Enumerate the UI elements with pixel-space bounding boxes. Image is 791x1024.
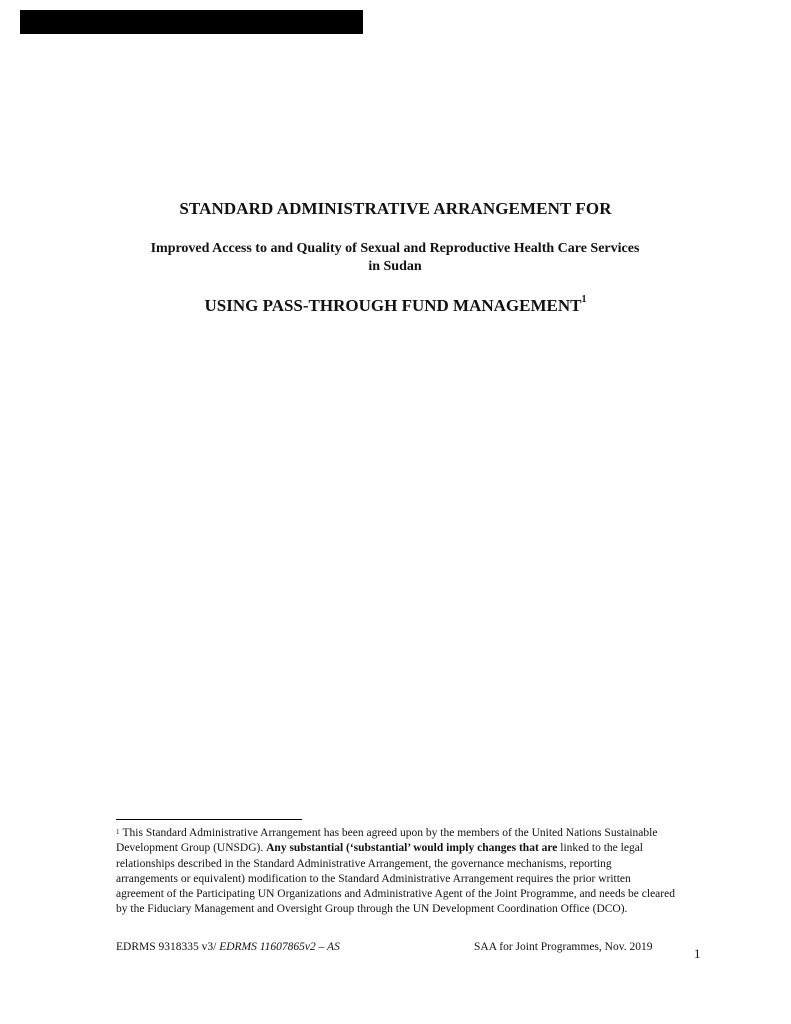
footer-document-id <box>116 941 340 953</box>
footer-id-plain: EDRMS 9318335 v3/ <box>116 941 217 953</box>
page-number: 1 <box>694 946 701 961</box>
title-second-text: USING PASS-THROUGH FUND MANAGEMENT <box>204 296 582 315</box>
footnote-separator <box>116 819 302 820</box>
document-title: STANDARD ADMINISTRATIVE ARRANGEMENT FOR <box>179 199 612 218</box>
footnote-text-1: This Standard Administrative Arrangement has been agreed upon by the members of the United Nations Sustainable Development Group (UNSDG). <box>116 827 658 855</box>
footer-id-italic: EDRMS 11607865v2 – AS <box>219 941 340 953</box>
footnote <box>116 826 676 918</box>
subtitle-line-2: in Sudan <box>368 259 422 274</box>
footnote-reference: 1 <box>581 294 587 305</box>
footnote-marker: 1 <box>116 828 120 836</box>
document-subtitle <box>105 240 685 276</box>
document-title-secondary <box>0 296 791 316</box>
redaction-bar <box>20 10 363 34</box>
footnote-text-bold: Any substantial (‘substantial’ would imply changes that are <box>266 842 558 855</box>
footer-document-label: SAA for Joint Programmes, Nov. 2019 <box>474 941 653 953</box>
footnote-text-2: linked to the legal relationships described in the Standard Administrative Arrangement, the governance mechanisms, reporting arrangements or equivalent) modification to the Standard Administrative Arrangement requires the prior written agreement of the Participating UN Organizations and Administrative Agent of the Joint Programme, and needs be cleared by the Fiduciary Management and Oversight Group through the UN Development Coordination Office (DCO). <box>116 842 675 916</box>
subtitle-line-1: Improved Access to and Quality of Sexual and Reproductive Health Care Services <box>150 241 640 256</box>
